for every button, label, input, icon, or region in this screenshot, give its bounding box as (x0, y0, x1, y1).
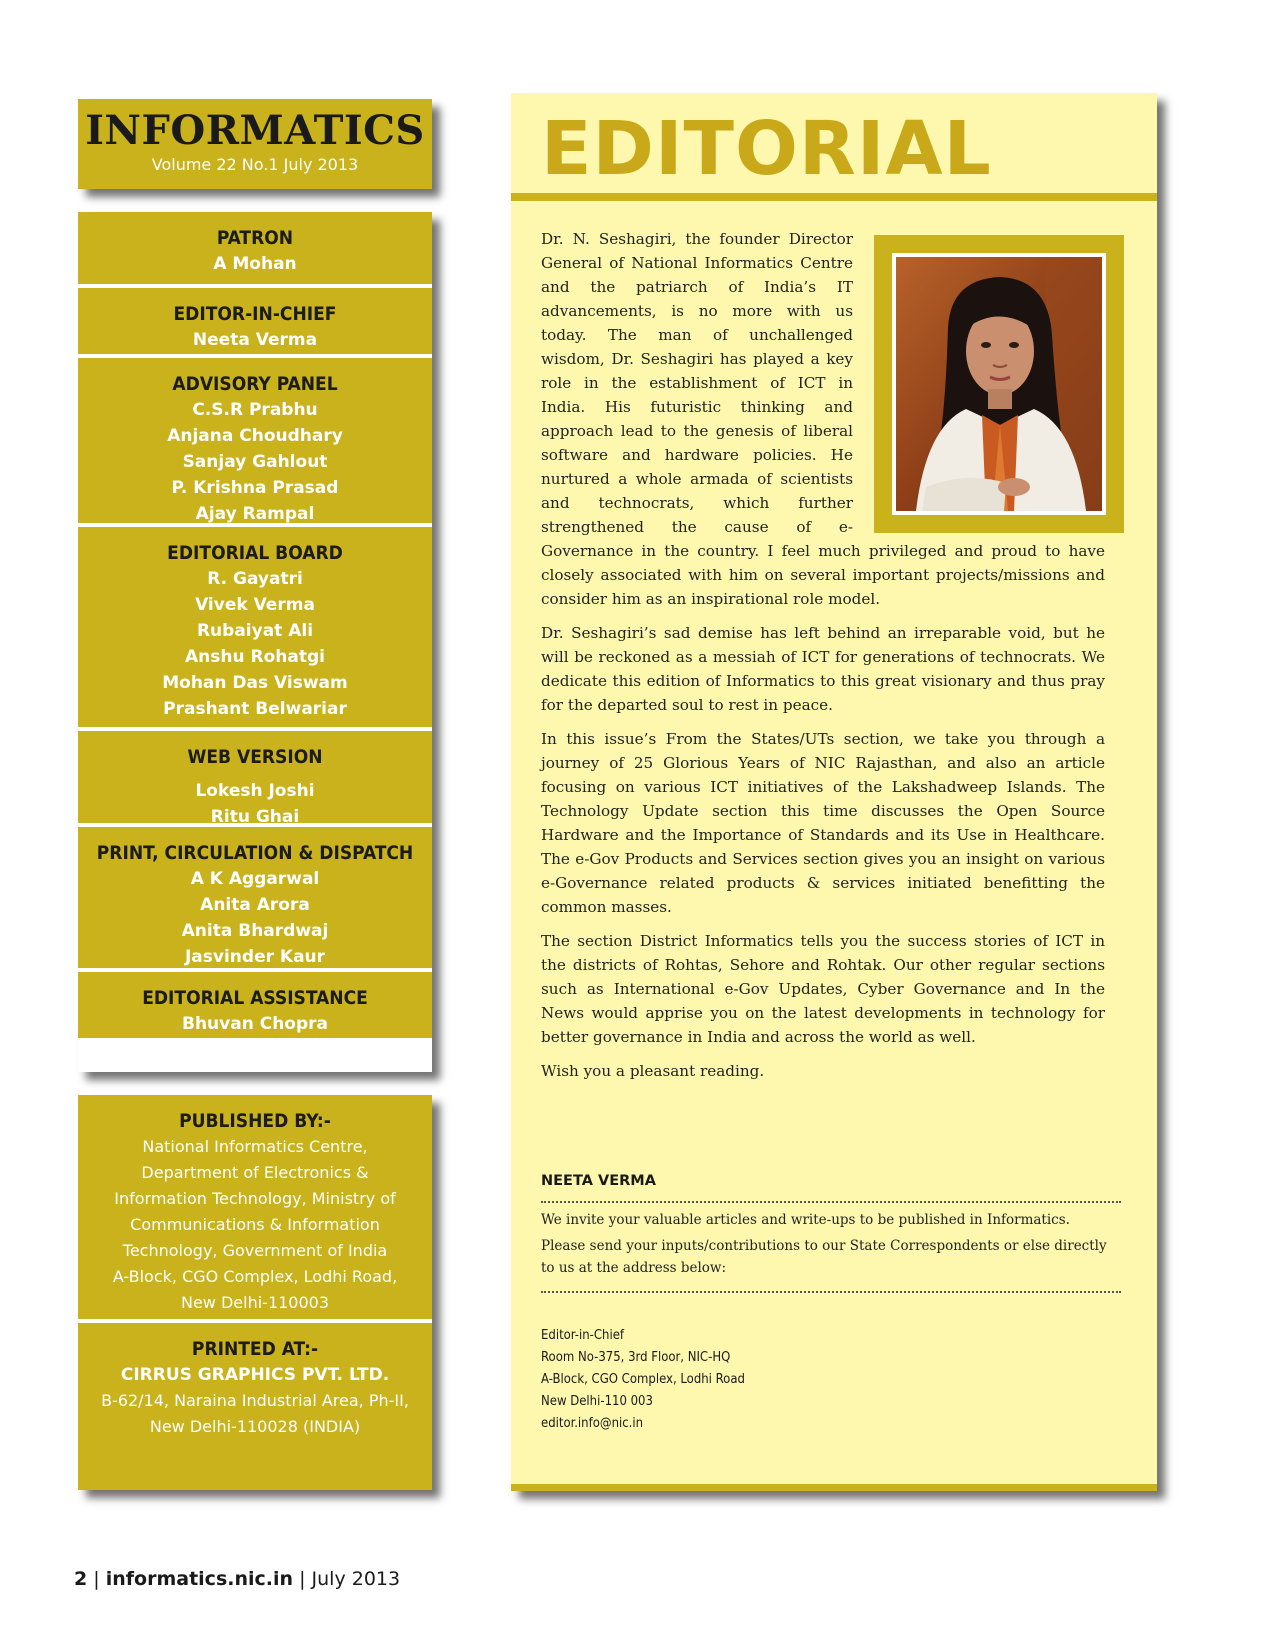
staff-name: A Mohan (213, 254, 297, 274)
staff-name: Vivek Verma (195, 595, 315, 615)
magazine-title: INFORMATICS (85, 107, 425, 154)
staff-name: Ajay Rampal (195, 504, 315, 524)
section-heading: PRINT, CIRCULATION & DISPATCH (96, 842, 414, 864)
contact-line: A-Block, CGO Complex, Lodhi Road (541, 1372, 745, 1387)
dotted-divider (541, 1201, 1121, 1203)
staff-name: Jasvinder Kaur (184, 947, 326, 967)
section-heading: ADVISORY PANEL (172, 373, 338, 395)
editor-in-chief-section (78, 288, 432, 354)
staff-name: Rubaiyat Ali (196, 621, 314, 641)
staff-name: Neeta Verma (192, 330, 318, 350)
staff-name: Anita Bhardwaj (181, 921, 329, 941)
editorial-paragraph: In this issue’s From the States/UTs section, we take you through a journey of 25 Glorious Years of NIC Rajasthan, and also an article focusing on various ICT initiatives of the Lakshadweep Islands. The Technology Update section this time discusses the Open Source Hardware and the Importance of Standards and its Use in Healthcare. The e-Gov Products and Services section gives you an insight on various e-Governance related products & services initiated benefitting the common masses. (541, 730, 1105, 916)
bottom-rule (511, 1484, 1157, 1491)
staff-name: C.S.R Prabhu (192, 400, 318, 420)
title-divider (511, 193, 1157, 201)
staff-name: P. Krishna Prasad (171, 478, 339, 498)
section-heading: PUBLISHED BY:- (179, 1110, 331, 1132)
contribution-invite (541, 1209, 1121, 1283)
address-line: New Delhi-110003 (180, 1293, 330, 1312)
patron-section (78, 212, 432, 284)
print-circulation-section (78, 827, 432, 968)
staff-name: Mohan Das Viswam (162, 673, 348, 693)
section-heading: PATRON (216, 227, 294, 249)
page-number: 2 (74, 1568, 88, 1590)
editorial-paragraph: Dr. Seshagiri’s sad demise has left behind an irreparable void, but he will be reckoned as a messiah of ICT for generations of technocrats. We dedicate this edition of Informatics to this great visionary and thus pray for the departed soul to rest in peace. (541, 624, 1105, 714)
printed-at-section (78, 1323, 432, 1490)
staff-name: Sanjay Gahlout (182, 452, 328, 472)
staff-name: A K Aggarwal (190, 869, 320, 889)
contact-line: Room No-375, 3rd Floor, NIC-HQ (541, 1350, 731, 1365)
staff-name: Anita Arora (200, 895, 310, 915)
masthead (78, 99, 432, 189)
issue-date: July 2013 (311, 1568, 401, 1590)
section-heading: WEB VERSION (187, 746, 323, 768)
staff-name: Anshu Rohatgi (185, 647, 325, 667)
invite-line: Please send your inputs/contributions to our State Correspondents or else directly to us at the address below: (541, 1238, 1107, 1276)
contact-line: Editor-in-Chief (541, 1328, 625, 1343)
address-line: Technology, Government of India (122, 1241, 388, 1260)
section-heading: EDITOR-IN-CHIEF (173, 303, 337, 325)
contact-address (541, 1325, 745, 1435)
contact-line: New Delhi-110 003 (541, 1394, 653, 1409)
staff-name: Bhuvan Chopra (181, 1014, 329, 1034)
page-footer (74, 1568, 400, 1590)
issue-info: Volume 22 No.1 July 2013 (151, 155, 359, 174)
address-line: Communications & Information (130, 1215, 380, 1234)
editorial-title: EDITORIAL (541, 106, 992, 192)
dotted-divider (541, 1291, 1121, 1293)
editorial-assistance-section (78, 972, 432, 1038)
publisher-info (78, 1095, 432, 1490)
footer-separator: | (299, 1568, 306, 1590)
site-url: informatics.nic.in (105, 1568, 294, 1590)
section-heading: EDITORIAL ASSISTANCE (142, 987, 368, 1009)
address-line: Information Technology, Ministry of (114, 1189, 396, 1208)
editorial-paragraph: Dr. N. Seshagiri, the founder Director General of National Informatics Centre and the patriarch of India’s IT advancements, is no more with us today. The man of unchallenged wisdom, Dr. Seshagiri has played a key role in the establishment of ICT in India. His futuristic thinking and approach lead to the genesis of liberal software and hardware policies. He nurtured a whole armada of scientists and technocrats, which further strengthened the cause of e-Governance in the country. I feel much privileged and proud to have closely associated with him on several important projects/missions and consider him as an inspirational role model. (541, 230, 1105, 608)
staff-name: Lokesh Joshi (195, 781, 315, 801)
staff-name: Prashant Belwariar (163, 699, 347, 719)
address-line: A-Block, CGO Complex, Lodhi Road, (112, 1267, 398, 1286)
address-line: National Informatics Centre, (142, 1137, 368, 1156)
address-line: New Delhi-110028 (INDIA) (149, 1417, 361, 1436)
editorial-body (541, 227, 1105, 1093)
staff-name: Ritu Ghai (210, 807, 300, 827)
editor-signature: NEETA VERMA (541, 1173, 656, 1189)
staff-name: Anjana Choudhary (167, 426, 343, 446)
advisory-panel-section (78, 358, 432, 523)
address-line: Department of Electronics & (141, 1163, 369, 1182)
editorial-board-section (78, 527, 432, 727)
section-heading: PRINTED AT:- (191, 1338, 319, 1360)
contact-email: editor.info@nic.in (541, 1416, 644, 1431)
section-heading: EDITORIAL BOARD (167, 542, 343, 564)
staff-name: R. Gayatri (207, 569, 303, 589)
published-by-section (78, 1095, 432, 1319)
footer-separator: | (93, 1568, 100, 1590)
editorial-paragraph: Wish you a pleasant reading. (541, 1062, 765, 1080)
staff-credits (78, 212, 432, 1072)
printer-name: CIRRUS GRAPHICS PVT. LTD. (120, 1365, 390, 1385)
editorial-panel (511, 93, 1157, 1491)
address-line: B-62/14, Naraina Industrial Area, Ph-II, (101, 1391, 409, 1410)
invite-line: We invite your valuable articles and write-ups to be published in Informatics. (541, 1212, 1070, 1228)
editorial-paragraph: The section District Informatics tells you the success stories of ICT in the districts of Rohtas, Sehore and Rohtak. Our other regular sections such as International e-Gov Updates, Cyber Governance and In the News would apprise you on the latest developments in technology for better governance in India and across the world as well. (541, 932, 1105, 1046)
web-version-section (78, 731, 432, 827)
